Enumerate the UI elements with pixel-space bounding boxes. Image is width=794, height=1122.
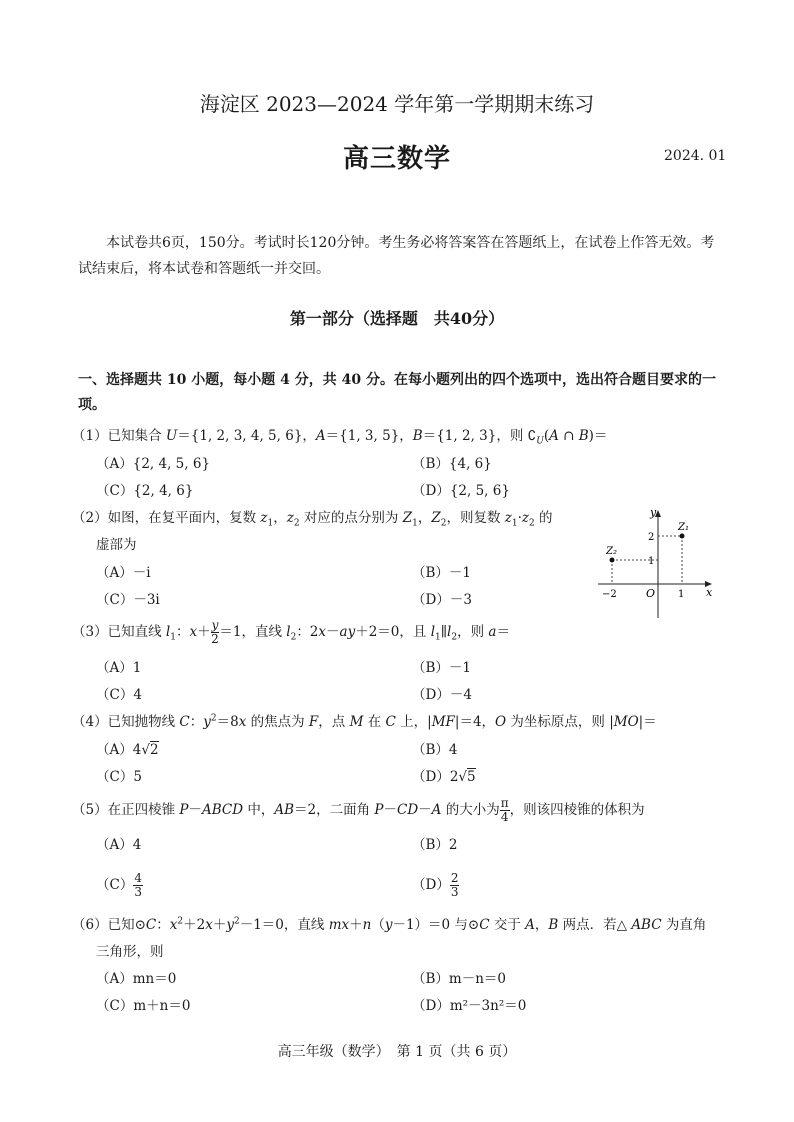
complex-plane-figure bbox=[592, 502, 728, 622]
question-number: （4） bbox=[72, 714, 108, 730]
z2-label: Z₂ bbox=[606, 546, 617, 557]
question-4: （4）已知抛物线 C：$y^2=8x$ 的焦点为 F，点 M 在 C 上，|MF|＝4，O 为坐标原点，则 |MO|＝ bbox=[72, 713, 657, 730]
option-b: （B）2 bbox=[412, 837, 458, 853]
option-b: （B）4 bbox=[412, 742, 458, 758]
page-footer: 高三年级（数学） 第 1 页（共 6 页） bbox=[277, 1044, 517, 1060]
option-a: （A）1 bbox=[96, 660, 142, 676]
option-d: （D）{2, 5, 6} bbox=[412, 483, 510, 499]
question-2-line2: 虚部为 bbox=[96, 537, 137, 553]
question-2: （2）如图，在复平面内，复数 $z_1$，$z_2$ 对应的点分别为 $Z_1$，$Z_2$，则复数 $z_1\cdot z_2$ 的 bbox=[72, 510, 553, 529]
option-c: （C）5 bbox=[96, 769, 142, 785]
question-5: （5）在正四棱锥 P－ABCD 中，AB＝2，二面角 P－CD－A 的大小为 $\frac{\pi}{4}$ ，则该四棱锥的体积为 bbox=[72, 796, 645, 824]
x-axis-label: x bbox=[706, 586, 713, 599]
z1-label: Z₁ bbox=[678, 522, 689, 533]
option-a: （A）4√2 bbox=[96, 742, 159, 758]
tick-label-y1: 1 bbox=[648, 556, 655, 567]
instructions: 本试卷共6页，150分。考试时长120分钟。考生务必将答案答在答题纸上，在试卷上作答无效。考试结束后，将本试卷和答题纸一并交回。 bbox=[78, 235, 715, 277]
option-d: （D）－3 bbox=[412, 592, 472, 608]
option-c: （C）m＋n＝0 bbox=[96, 998, 191, 1014]
option-b: （B）－1 bbox=[412, 565, 472, 581]
question-number: （1） bbox=[72, 428, 108, 444]
option-c: （C）{2, 4, 6} bbox=[96, 483, 194, 499]
question-number: （6） bbox=[72, 917, 108, 933]
option-b: （B）{4, 6} bbox=[412, 456, 492, 472]
option-c: （C）－3i bbox=[96, 592, 160, 608]
question-6-line2: 三角形，则 bbox=[96, 944, 164, 960]
section-title: 一、选择题共 10 小题，每小题 4 分，共 40 分。在每小题列出的四个选项中，选出符合题目要求的一项。 bbox=[78, 372, 716, 413]
origin-label: O bbox=[646, 587, 656, 600]
option-a: （A）{2, 4, 5, 6} bbox=[96, 456, 211, 472]
option-d: （D） $\frac{2}{3}$ bbox=[412, 871, 459, 899]
point-z2 bbox=[610, 558, 615, 563]
option-a: （A）－i bbox=[96, 565, 151, 581]
part-title: 第一部分（选择题 共40分） bbox=[289, 309, 505, 328]
option-a: （A）mn＝0 bbox=[96, 971, 177, 987]
question-number: （5） bbox=[72, 802, 108, 818]
page-subtitle: 高三数学 bbox=[342, 144, 451, 174]
y-axis-label: y bbox=[650, 506, 657, 519]
option-a: （A）4 bbox=[96, 837, 142, 853]
option-c: （C） $\frac{4}{3}$ bbox=[96, 871, 142, 899]
option-c: （C）4 bbox=[96, 687, 142, 703]
question-1: （1）已知集合 U＝{1, 2, 3, 4, 5, 6}，A＝{1, 3, 5}，B＝{1, 2, 3}，则 $∁_U(A$ ∩ B)＝ bbox=[72, 428, 608, 447]
exam-date: 2024. 01 bbox=[664, 148, 727, 164]
question-number: （3） bbox=[72, 624, 108, 640]
tick-label-x1: 1 bbox=[678, 589, 685, 600]
question-3: （3）已知直线 $l_1$：x＋ $\frac{y}{2}$ ＝1，直线 $l_2$：2x－ay＋2＝0，且 $l_1\parallel l_2$，则 a＝ bbox=[72, 618, 510, 646]
question-number: （2） bbox=[72, 510, 108, 526]
point-z1 bbox=[680, 534, 685, 539]
option-b: （B）m－n＝0 bbox=[412, 971, 507, 987]
option-b: （B）－1 bbox=[412, 660, 472, 676]
question-6: （6）已知⊙C：$x^2+2x+y^2-1=0$，直线 mx＋n（y－1）＝0 与⊙C 交于 A，B 两点．若△ ABC 为直角 bbox=[72, 916, 707, 933]
option-d: （D）－4 bbox=[412, 687, 472, 703]
tick-label-y2: 2 bbox=[648, 532, 655, 543]
option-d: （D）m²－3n²＝0 bbox=[412, 998, 527, 1014]
option-d: （D）2√5 bbox=[412, 769, 476, 785]
tick-label-xm2: −2 bbox=[602, 589, 617, 600]
page-title: 海淀区 2023—2024 学年第一学期期末练习 bbox=[199, 92, 595, 116]
